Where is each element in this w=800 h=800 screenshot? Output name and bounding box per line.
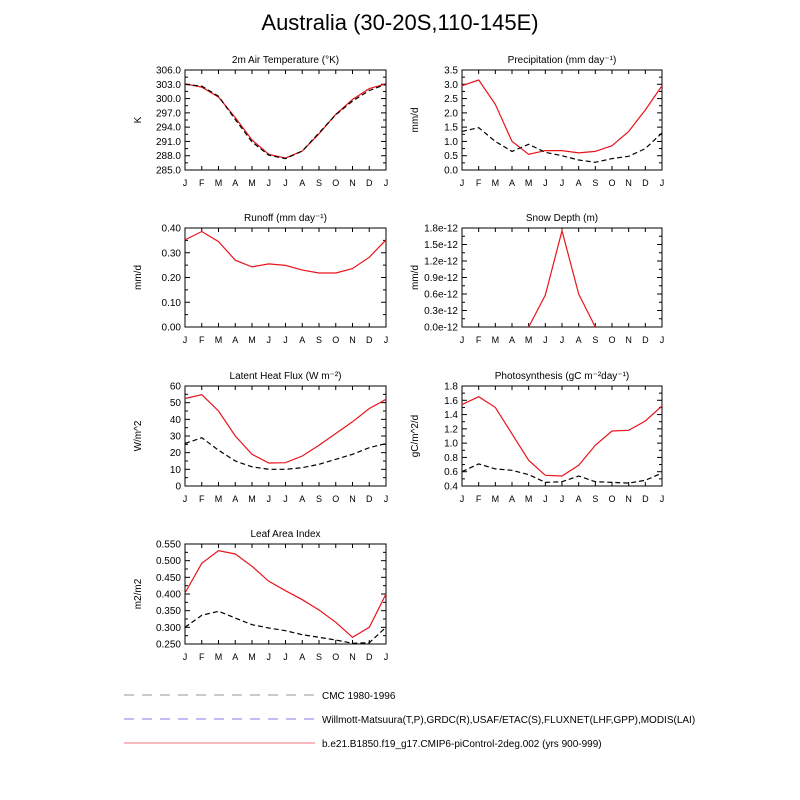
plot-frame [462,228,662,327]
x-tick-label: A [575,335,582,345]
y-axis-label: gC/m^2/d [410,414,421,458]
x-tick-label: M [524,494,533,504]
y-tick-label: 0.0 [444,165,458,177]
series-line-model [462,80,662,154]
y-tick-label: 0.550 [155,539,181,551]
x-tick-label: O [332,335,340,345]
x-tick-label: D [366,178,373,188]
series-line-model [185,84,386,158]
y-axis-label: m2/m2 [133,578,144,610]
y-tick-label: 40 [169,414,181,426]
x-tick-label: M [214,335,223,345]
x-tick-label: F [475,178,482,188]
x-tick-label: J [383,494,389,504]
x-tick-label: J [182,335,188,345]
x-tick-label: A [299,335,306,345]
x-tick-label: M [248,652,256,662]
series-line-observed [462,464,662,483]
x-tick-label: O [608,494,616,504]
y-axis-label: mm/d [410,107,421,133]
x-tick-label: O [332,494,340,504]
y-tick-label: 1.2e-12 [424,256,458,268]
y-tick-label: 1.5 [444,122,458,134]
chart-title: Precipitation (mm day⁻¹) [507,55,617,66]
y-tick-label: 303.0 [155,79,181,91]
x-tick-label: J [659,335,665,345]
y-tick-label: 0.500 [155,556,181,568]
x-tick-label: S [592,178,599,188]
x-tick-label: F [199,652,205,662]
x-tick-label: J [266,178,271,188]
y-tick-label: 294.0 [155,122,181,134]
x-tick-label: S [592,494,599,504]
x-tick-label: F [199,494,205,504]
y-tick-label: 0.9e-12 [424,273,458,284]
x-tick-label: A [232,178,239,188]
y-tick-label: 0.6e-12 [424,289,458,301]
legend-entry [124,691,396,702]
y-tick-label: 0.10 [161,297,181,309]
legend-label: b.e21.B1850.f19_g17.CMIP6-piControl-2deg.002 (yrs 900-999) [322,739,602,750]
x-tick-label: O [332,652,340,662]
x-tick-label: M [214,494,223,504]
x-tick-label: O [332,178,340,188]
chart-title: 2m Air Temperature (°K) [231,55,340,66]
x-tick-label: A [575,178,582,188]
y-tick-label: 0.250 [155,639,181,651]
y-tick-label: 60 [169,381,181,393]
y-tick-label: 2.0 [444,108,458,120]
x-tick-label: J [266,652,271,662]
x-tick-label: J [266,335,271,345]
x-tick-label: F [475,335,482,345]
chart-leaf-area-index [133,529,388,662]
series-line-model [462,397,662,476]
y-tick-label: 300.0 [155,94,181,106]
x-tick-label: J [659,178,665,188]
x-tick-label: J [283,494,288,504]
x-tick-label: A [299,652,306,662]
y-axis-label: mm/d [133,265,144,290]
y-tick-label: 3.5 [444,65,458,77]
y-tick-label: 3.0 [444,79,458,91]
series-line-observed [185,438,386,470]
x-tick-label: A [232,652,239,662]
x-tick-label: S [315,652,323,662]
x-tick-label: S [315,335,323,345]
y-tick-label: 0.30 [161,248,181,260]
x-tick-label: D [642,335,649,345]
y-tick-label: 1.5e-12 [424,240,458,251]
x-tick-label: S [315,178,323,188]
x-tick-label: J [182,178,188,188]
plot-frame [462,70,662,170]
x-tick-label: J [283,652,288,662]
x-tick-label: J [559,494,565,504]
x-tick-label: M [214,652,223,662]
x-tick-label: N [349,335,356,345]
y-tick-label: 0.8 [444,452,458,464]
x-tick-label: M [248,494,256,504]
legend [124,691,695,750]
x-tick-label: J [383,178,389,188]
y-tick-label: 0.40 [161,223,181,235]
chart-title: Latent Heat Flux (W m⁻²) [229,371,342,382]
plot-frame [185,70,386,170]
y-tick-label: 1.6 [444,395,458,407]
x-tick-label: M [248,335,256,345]
x-tick-label: J [283,178,288,188]
x-tick-label: J [543,494,548,504]
x-tick-label: J [459,178,465,188]
y-tick-label: 0.400 [155,589,181,601]
y-tick-label: 0 [175,481,181,493]
chart-title: Photosynthesis (gC m⁻²day⁻¹) [494,371,630,382]
chart-title: Snow Depth (m) [525,213,599,224]
x-tick-label: J [266,494,271,504]
x-tick-label: J [659,494,665,504]
plot-frame [185,544,386,644]
x-tick-label: F [199,335,205,345]
x-tick-label: D [642,178,649,188]
y-tick-label: 0.00 [161,322,181,334]
legend-label: CMC 1980-1996 [322,691,396,702]
y-tick-label: 306.0 [155,65,181,77]
legend-entry [124,715,695,726]
x-tick-label: J [543,335,548,345]
series-line-observed [185,611,386,643]
y-tick-label: 0.20 [161,273,181,284]
y-axis-label: W/m^2 [133,420,144,452]
x-tick-label: S [592,335,599,345]
y-tick-label: 1.8e-12 [424,223,458,235]
chart-title: Runoff (mm day⁻¹) [244,213,327,224]
x-tick-label: N [625,178,632,188]
plot-frame [185,228,386,327]
x-tick-label: N [349,178,356,188]
legend-entry [124,739,602,750]
x-tick-label: A [299,178,306,188]
plot-frame [462,386,662,486]
y-tick-label: 0.350 [155,606,181,618]
x-tick-label: J [182,652,188,662]
chart-precipitation [410,55,664,188]
x-tick-label: A [575,494,582,504]
series-line-model [529,231,596,327]
x-tick-label: M [214,178,223,188]
x-tick-label: D [642,494,649,504]
y-tick-label: 0.6 [444,467,458,479]
series-line-model [185,551,386,638]
x-tick-label: A [232,335,239,345]
x-tick-label: D [366,652,373,662]
y-tick-label: 30 [169,431,181,443]
y-tick-label: 0.450 [155,572,181,584]
y-tick-label: 10 [169,464,181,476]
x-tick-label: M [491,494,500,504]
x-tick-label: M [491,178,500,188]
y-tick-label: 285.0 [155,165,181,177]
x-tick-label: N [625,335,632,345]
x-tick-label: F [475,494,482,504]
y-tick-label: 297.0 [155,108,181,120]
chart-photosynthesis [410,371,664,504]
y-axis-label: mm/d [410,265,421,290]
x-tick-label: J [182,494,188,504]
x-tick-label: J [383,335,389,345]
y-tick-label: 50 [169,398,181,410]
y-tick-label: 291.0 [155,136,181,148]
y-tick-label: 2.5 [444,94,458,106]
chart-latent-heat-flux [133,371,388,504]
x-tick-label: J [283,335,288,345]
series-line-observed [462,128,662,163]
series-line-model [185,395,386,463]
y-axis-label: K [133,116,144,124]
x-tick-label: J [459,335,465,345]
y-tick-label: 0.4 [444,481,458,493]
y-tick-label: 0.3e-12 [424,306,458,317]
y-tick-label: 20 [169,448,181,460]
x-tick-label: M [491,335,500,345]
y-tick-label: 1.4 [444,410,458,422]
x-tick-label: M [524,335,533,345]
y-tick-label: 1.0 [444,136,458,148]
y-tick-label: 1.8 [444,381,458,393]
x-tick-label: A [232,494,239,504]
x-tick-label: S [315,494,323,504]
x-tick-label: O [608,178,616,188]
x-tick-label: A [508,494,516,504]
y-tick-label: 1.2 [444,424,458,436]
y-tick-label: 0.300 [155,622,181,634]
x-tick-label: M [524,178,533,188]
x-tick-label: N [349,652,356,662]
x-tick-label: D [366,494,373,504]
x-tick-label: J [543,178,548,188]
series-line-model [185,232,386,274]
x-tick-label: A [299,494,306,504]
y-tick-label: 0.0e-12 [424,322,458,334]
legend-label: Willmott-Matsuura(T,P),GRDC(R),USAF/ETAC(S),FLUXNET(LHF,GPP),MODIS(LAI) [322,715,696,726]
chart-runoff [133,213,388,345]
chart-snow-depth [410,213,664,345]
x-tick-label: J [459,494,465,504]
x-tick-label: F [199,178,205,188]
chart-title: Leaf Area Index [250,529,321,540]
chart-air-temperature [133,55,388,188]
x-tick-label: M [248,178,256,188]
plot-frame [185,386,386,486]
x-tick-label: A [508,178,516,188]
y-tick-label: 1.0 [444,438,458,450]
x-tick-label: N [349,494,356,504]
x-tick-label: N [625,494,632,504]
y-tick-label: 0.5 [444,151,458,163]
main-title: Australia (30-20S,110-145E) [261,10,539,35]
x-tick-label: J [383,652,389,662]
y-tick-label: 288.0 [155,151,181,163]
x-tick-label: J [559,335,565,345]
x-tick-label: J [559,178,565,188]
x-tick-label: A [508,335,516,345]
x-tick-label: D [366,335,373,345]
x-tick-label: O [608,335,616,345]
